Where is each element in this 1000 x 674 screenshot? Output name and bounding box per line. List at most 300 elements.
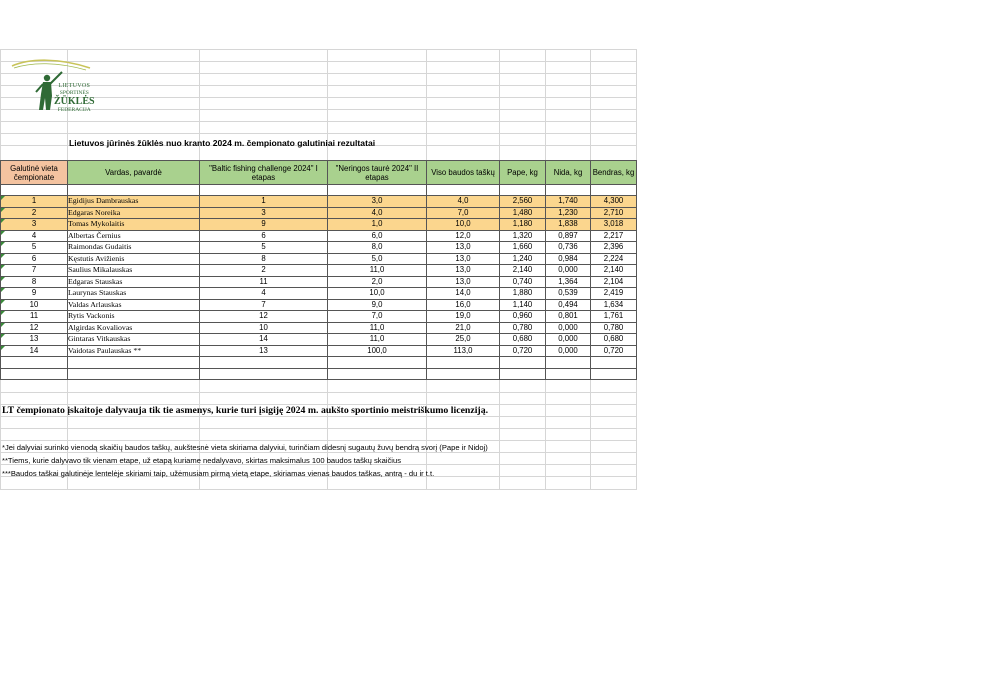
cell-text: 1,880 [512, 288, 533, 298]
cell-text: 0,000 [558, 265, 578, 275]
cell-nida[interactable] [546, 322, 591, 334]
cell-text: 4,0 [457, 196, 469, 206]
cell-total[interactable] [591, 334, 637, 346]
footnote-1: *Jei dalyviai surinko vienodą skaičių baudos taškų, aukštesnė vieta skiriama dalyviui, turinčiam didesnį sugautų žuvų bendrą svorį (Pape ir Nidoj) [2, 443, 488, 452]
cell-text: 3,018 [603, 219, 624, 229]
grid-row-line [0, 133, 637, 134]
cell-stage1[interactable] [200, 345, 328, 357]
cell-total[interactable] [591, 196, 637, 208]
grid-row-line [0, 73, 637, 74]
grid-row-line [0, 489, 637, 490]
cell-nida[interactable] [546, 207, 591, 219]
col-header-name[interactable]: Vardas, pavardė [68, 161, 200, 185]
cell-text: 0,801 [558, 311, 578, 321]
cell-stage1[interactable] [200, 299, 328, 311]
cell-total-points[interactable] [427, 230, 500, 242]
cell-total[interactable] [591, 276, 637, 288]
cell-text: 1,364 [558, 276, 578, 286]
table-row [1, 196, 637, 208]
col-header-total[interactable]: Bendras, kg [591, 161, 637, 185]
empty-cell[interactable] [1, 357, 68, 369]
logo-line: LIETUVOS [58, 83, 91, 89]
cell-text: Laurynas Stauskas [68, 288, 127, 298]
cell-text: 2,710 [603, 207, 624, 217]
cell-total[interactable] [591, 311, 637, 323]
error-indicator-icon [1, 300, 5, 304]
cell-place[interactable] [1, 196, 68, 208]
empty-cell[interactable] [328, 368, 427, 380]
footnote-3: ***Baudos taškai galutinėje lentelėje skiriami taip, užėmusiam pirmą vietą etape, skiriamas vienas baudos taškas, antrą - du ir t.t. [2, 469, 435, 478]
empty-cell[interactable] [200, 368, 328, 380]
cell-text: 0,740 [512, 276, 533, 286]
error-indicator-icon [1, 208, 5, 212]
cell-text: 113,0 [453, 345, 473, 355]
cell-text: 1,480 [512, 207, 533, 217]
cell-place[interactable] [1, 276, 68, 288]
cell-place[interactable] [1, 345, 68, 357]
empty-cell[interactable] [68, 368, 200, 380]
cell-text: 2,0 [371, 276, 383, 286]
cell-pape[interactable] [500, 276, 546, 288]
cell-stage2[interactable] [328, 242, 427, 254]
cell-pape[interactable] [500, 265, 546, 277]
cell-pape[interactable] [500, 242, 546, 254]
table-row [1, 345, 637, 357]
cell-text: 9 [261, 219, 266, 229]
cell-name[interactable] [68, 219, 200, 231]
cell-text: 1,140 [512, 299, 533, 309]
cell-text: 13 [259, 345, 268, 355]
cell-text: 10 [29, 299, 39, 309]
cell-stage2[interactable] [328, 265, 427, 277]
cell-nida[interactable] [546, 230, 591, 242]
page-title: Lietuvos jūrinės žūklės nuo kranto 2024 m. čempionato galutiniai rezultatai [69, 138, 376, 148]
cell-text: 5 [261, 242, 266, 252]
cell-text: 1,240 [512, 253, 533, 263]
cell-name[interactable] [68, 265, 200, 277]
cell-stage1[interactable] [200, 276, 328, 288]
cell-total[interactable] [591, 207, 637, 219]
cell-total-points[interactable] [427, 207, 500, 219]
cell-text: 0,000 [558, 345, 578, 355]
cell-text: 2,140 [603, 265, 624, 275]
cell-text: Vaidotas Paulauskas ** [68, 345, 142, 355]
cell-nida[interactable] [546, 276, 591, 288]
cell-text: 11,0 [369, 334, 385, 344]
cell-text: 21,0 [455, 322, 471, 332]
cell-text: 9 [31, 288, 37, 298]
empty-row [1, 368, 637, 380]
cell-nida[interactable] [546, 253, 591, 265]
cell-place[interactable] [1, 230, 68, 242]
cell-stage1[interactable] [200, 219, 328, 231]
cell-name[interactable] [68, 345, 200, 357]
cell-stage2[interactable] [328, 219, 427, 231]
cell-text: 7,0 [457, 207, 469, 217]
cell-text: 2,396 [603, 242, 624, 252]
table-row [1, 299, 637, 311]
cell-text: 16,0 [455, 299, 471, 309]
cell-text: 2,560 [512, 196, 533, 206]
cell-text: 1,740 [558, 196, 578, 206]
table-row [1, 322, 637, 334]
cell-stage1[interactable] [200, 288, 328, 300]
empty-cell[interactable] [427, 357, 500, 369]
table-row [1, 242, 637, 254]
cell-place[interactable] [1, 334, 68, 346]
cell-text: 13,0 [455, 265, 471, 275]
cell-text: 12,0 [455, 230, 471, 240]
table-row [1, 265, 637, 277]
cell-text: 1,180 [512, 219, 533, 229]
cell-text: 11,0 [369, 322, 385, 332]
cell-text: 12 [259, 311, 268, 321]
cell-stage2[interactable] [328, 345, 427, 357]
cell-name[interactable] [68, 322, 200, 334]
cell-stage2[interactable] [328, 207, 427, 219]
cell-total-points[interactable] [427, 288, 500, 300]
cell-text: 100,0 [367, 345, 387, 355]
cell-text: 1,230 [558, 207, 578, 217]
cell-text: Rytis Vackonis [68, 311, 115, 321]
grid-row-line [0, 416, 637, 417]
cell-total-points[interactable] [427, 265, 500, 277]
cell-text: 0,539 [558, 288, 578, 298]
error-indicator-icon [1, 334, 5, 338]
cell-text: 6 [261, 230, 266, 240]
empty-cell[interactable] [427, 368, 500, 380]
error-indicator-icon [1, 219, 5, 223]
empty-cell[interactable] [68, 357, 200, 369]
cell-text: 10,0 [455, 219, 471, 229]
cell-name[interactable] [68, 196, 200, 208]
cell-text: 25,0 [455, 334, 471, 344]
cell-stage2[interactable] [328, 311, 427, 323]
error-indicator-icon [1, 277, 5, 281]
footnote-2: **Tiems, kurie dalyvavo tik vienam etape, už etapą kuriame nedalyvavo, skirtas maksimalus 100 baudos taškų skaičius [2, 456, 401, 465]
cell-text: 13,0 [455, 253, 471, 263]
cell-text: 2 [31, 207, 37, 217]
cell-stage1[interactable] [200, 311, 328, 323]
error-indicator-icon [1, 242, 5, 246]
grid-row-line [0, 440, 637, 441]
empty-cell[interactable] [591, 357, 637, 369]
cell-name[interactable] [68, 334, 200, 346]
cell-nida[interactable] [546, 242, 591, 254]
cell-text: 13,0 [455, 276, 471, 286]
cell-pape[interactable] [500, 299, 546, 311]
header-row [1, 161, 637, 185]
cell-place[interactable] [1, 265, 68, 277]
empty-cell[interactable] [500, 368, 546, 380]
error-indicator-icon [1, 346, 5, 350]
cell-place[interactable] [1, 311, 68, 323]
cell-stage2[interactable] [328, 253, 427, 265]
cell-place[interactable] [1, 219, 68, 231]
cell-name[interactable] [68, 276, 200, 288]
cell-total[interactable] [591, 265, 637, 277]
cell-total-points[interactable] [427, 311, 500, 323]
cell-stage1[interactable] [200, 207, 328, 219]
cell-text: 2,217 [603, 230, 624, 240]
cell-text: 8,0 [371, 242, 383, 252]
cell-name[interactable] [68, 311, 200, 323]
cell-stage2[interactable] [328, 196, 427, 208]
cell-pape[interactable] [500, 288, 546, 300]
cell-text: 1,0 [371, 219, 383, 229]
license-note: LT čempionato įskaitoje dalyvauja tik tie asmenys, kurie turi įsigiję 2024 m. aukšto sportinio meistriškumo licenziją. [2, 405, 489, 416]
cell-text: 10,0 [369, 288, 385, 298]
cell-text: Kęstutis Avižienis [68, 253, 125, 263]
col-header-total-points[interactable]: Viso baudos taškų [427, 161, 500, 185]
col-header-nida[interactable]: Nida, kg [546, 161, 591, 185]
logo-line: SPORTINĖS [59, 90, 89, 96]
cell-text: Algirdas Kovaliovas [68, 322, 133, 332]
error-indicator-icon [1, 231, 5, 235]
cell-text: 8 [31, 276, 37, 286]
cell-text: 0,897 [558, 230, 578, 240]
cell-text: 0,680 [603, 334, 624, 344]
cell-stage1[interactable] [200, 265, 328, 277]
table-row [1, 334, 637, 346]
cell-stage2[interactable] [328, 334, 427, 346]
cell-text: 4,0 [371, 207, 383, 217]
cell-total[interactable] [591, 230, 637, 242]
cell-pape[interactable] [500, 322, 546, 334]
cell-text: 2 [261, 265, 266, 275]
cell-text: 3 [261, 207, 266, 217]
cell-text: Saulius Mikalauskas [68, 265, 133, 275]
cell-place[interactable] [1, 288, 68, 300]
cell-nida[interactable] [546, 345, 591, 357]
logo-line: FEDERACIJA [57, 107, 91, 113]
cell-name[interactable] [68, 299, 200, 311]
empty-cell[interactable] [546, 368, 591, 380]
cell-pape[interactable] [500, 230, 546, 242]
error-indicator-icon [1, 254, 5, 258]
cell-pape[interactable] [500, 334, 546, 346]
grid-row-line [0, 428, 637, 429]
cell-total-points[interactable] [427, 322, 500, 334]
cell-text: 1,320 [512, 230, 533, 240]
cell-text: 2,104 [603, 276, 624, 286]
cell-total-points[interactable] [427, 334, 500, 346]
error-indicator-icon [1, 196, 5, 200]
table-row [1, 253, 637, 265]
cell-text: 0,780 [512, 322, 533, 332]
cell-text: 2,224 [603, 253, 624, 263]
cell-stage2[interactable] [328, 288, 427, 300]
cell-pape[interactable] [500, 253, 546, 265]
cell-pape[interactable] [500, 219, 546, 231]
table-row [1, 276, 637, 288]
empty-cell[interactable] [500, 357, 546, 369]
cell-text: Tomas Mykolaitis [68, 219, 125, 229]
cell-text: 14,0 [455, 288, 471, 298]
cell-stage1[interactable] [200, 253, 328, 265]
error-indicator-icon [1, 265, 5, 269]
cell-nida[interactable] [546, 311, 591, 323]
cell-stage2[interactable] [328, 299, 427, 311]
col-header-stage1[interactable]: "Baltic fishing challenge 2024" I etapas [200, 161, 328, 185]
empty-cell[interactable] [200, 357, 328, 369]
cell-name[interactable] [68, 207, 200, 219]
cell-text: 0,494 [558, 299, 578, 309]
cell-total-points[interactable] [427, 242, 500, 254]
cell-text: 0,000 [558, 322, 578, 332]
grid-row-line [0, 61, 637, 62]
cell-text: 3 [31, 219, 37, 229]
cell-total-points[interactable] [427, 219, 500, 231]
empty-cell[interactable] [591, 368, 637, 380]
table-row [1, 219, 637, 231]
cell-text: Egidijus Dambrauskas [68, 196, 139, 206]
cell-total[interactable] [591, 345, 637, 357]
cell-pape[interactable] [500, 345, 546, 357]
cell-total[interactable] [591, 322, 637, 334]
cell-name[interactable] [68, 242, 200, 254]
cell-text: 5 [31, 242, 37, 252]
empty-cell[interactable] [328, 357, 427, 369]
results-table [0, 160, 637, 380]
cell-place[interactable] [1, 242, 68, 254]
logo-line: ŽŪKLĖS [54, 96, 95, 107]
cell-stage1[interactable] [200, 322, 328, 334]
cell-pape[interactable] [500, 196, 546, 208]
cell-pape[interactable] [500, 311, 546, 323]
cell-text: Edgaras Stauskas [68, 276, 123, 286]
cell-text: Raimondas Gudaitis [68, 242, 132, 252]
cell-text: 4,300 [603, 196, 624, 206]
empty-cell[interactable] [546, 357, 591, 369]
cell-nida[interactable] [546, 219, 591, 231]
cell-name[interactable] [68, 288, 200, 300]
cell-total[interactable] [591, 219, 637, 231]
cell-name[interactable] [68, 230, 200, 242]
cell-nida[interactable] [546, 334, 591, 346]
error-indicator-icon [1, 311, 5, 315]
empty-cell[interactable] [1, 368, 68, 380]
cell-text: 1,761 [603, 311, 624, 321]
error-indicator-icon [1, 323, 5, 327]
col-header-stage2[interactable]: "Neringos taurė 2024" II etapas [328, 161, 427, 185]
cell-text: 7,0 [371, 311, 383, 321]
cell-text: 0,984 [558, 253, 578, 263]
cell-text: 4 [261, 288, 266, 298]
cell-text: Gintaras Vitkauskas [68, 334, 131, 344]
cell-text: 1 [261, 196, 266, 206]
cell-text: 8 [261, 253, 266, 263]
cell-place[interactable] [1, 253, 68, 265]
cell-text: 3,0 [371, 196, 383, 206]
cell-text: 0,960 [512, 311, 533, 321]
cell-stage1[interactable] [200, 242, 328, 254]
cell-stage1[interactable] [200, 230, 328, 242]
cell-total-points[interactable] [427, 345, 500, 357]
cell-text: 5,0 [371, 253, 383, 263]
cell-nida[interactable] [546, 196, 591, 208]
cell-text: 0,720 [603, 345, 624, 355]
table-row [1, 207, 637, 219]
cell-text: 19,0 [455, 311, 471, 321]
cell-text: 2,419 [603, 288, 624, 298]
cell-text: 1,838 [558, 219, 578, 229]
cell-text: 10 [259, 322, 268, 332]
cell-text: 7 [261, 299, 266, 309]
cell-text: 0,780 [603, 322, 624, 332]
logo-text [54, 83, 95, 114]
grid-row-line [0, 85, 637, 86]
cell-text: 13,0 [455, 242, 471, 252]
cell-stage2[interactable] [328, 230, 427, 242]
cell-text: 4 [31, 230, 37, 240]
cell-text: Edgaras Noreika [68, 207, 121, 217]
cell-pape[interactable] [500, 207, 546, 219]
cell-nida[interactable] [546, 288, 591, 300]
cell-stage1[interactable] [200, 196, 328, 208]
cell-text: 11 [259, 276, 268, 286]
col-header-place[interactable]: Galutinė vieta čempionate [1, 161, 68, 185]
grid-row-line [0, 452, 637, 453]
cell-place[interactable] [1, 207, 68, 219]
cell-name[interactable] [68, 253, 200, 265]
federation-logo [10, 58, 95, 116]
cell-stage2[interactable] [328, 276, 427, 288]
cell-stage1[interactable] [200, 334, 328, 346]
cell-place[interactable] [1, 322, 68, 334]
cell-text: 7 [31, 265, 37, 275]
cell-text: 13 [29, 334, 39, 344]
spacer-row [1, 185, 637, 196]
cell-text: 2,140 [512, 265, 533, 275]
grid-row-line [0, 109, 637, 110]
cell-total[interactable] [591, 242, 637, 254]
table-row [1, 288, 637, 300]
empty-row [1, 357, 637, 369]
cell-text: 6,0 [371, 230, 383, 240]
cell-nida[interactable] [546, 299, 591, 311]
cell-total[interactable] [591, 299, 637, 311]
cell-stage2[interactable] [328, 322, 427, 334]
cell-text: 1 [31, 196, 37, 206]
grid-row-line [0, 97, 637, 98]
cell-text: 14 [259, 334, 268, 344]
cell-place[interactable] [1, 299, 68, 311]
grid-row-line [0, 49, 637, 50]
grid-row-line [0, 121, 637, 122]
cell-text: 0,736 [558, 242, 578, 252]
cell-total-points[interactable] [427, 276, 500, 288]
cell-text: 0,680 [512, 334, 533, 344]
cell-text: 0,720 [512, 345, 533, 355]
cell-text: 11 [29, 311, 39, 321]
cell-total[interactable] [591, 253, 637, 265]
cell-text: 9,0 [371, 299, 383, 309]
cell-total-points[interactable] [427, 196, 500, 208]
error-indicator-icon [1, 288, 5, 292]
cell-text: 1,660 [512, 242, 533, 252]
col-header-pape[interactable]: Pape, kg [500, 161, 546, 185]
table-row [1, 230, 637, 242]
cell-total-points[interactable] [427, 299, 500, 311]
cell-text: 1,634 [603, 299, 624, 309]
cell-text: 14 [29, 345, 39, 355]
cell-nida[interactable] [546, 265, 591, 277]
cell-total-points[interactable] [427, 253, 500, 265]
cell-total[interactable] [591, 288, 637, 300]
grid-row-line [0, 392, 637, 393]
cell-text: Albertas Černius [68, 230, 121, 240]
